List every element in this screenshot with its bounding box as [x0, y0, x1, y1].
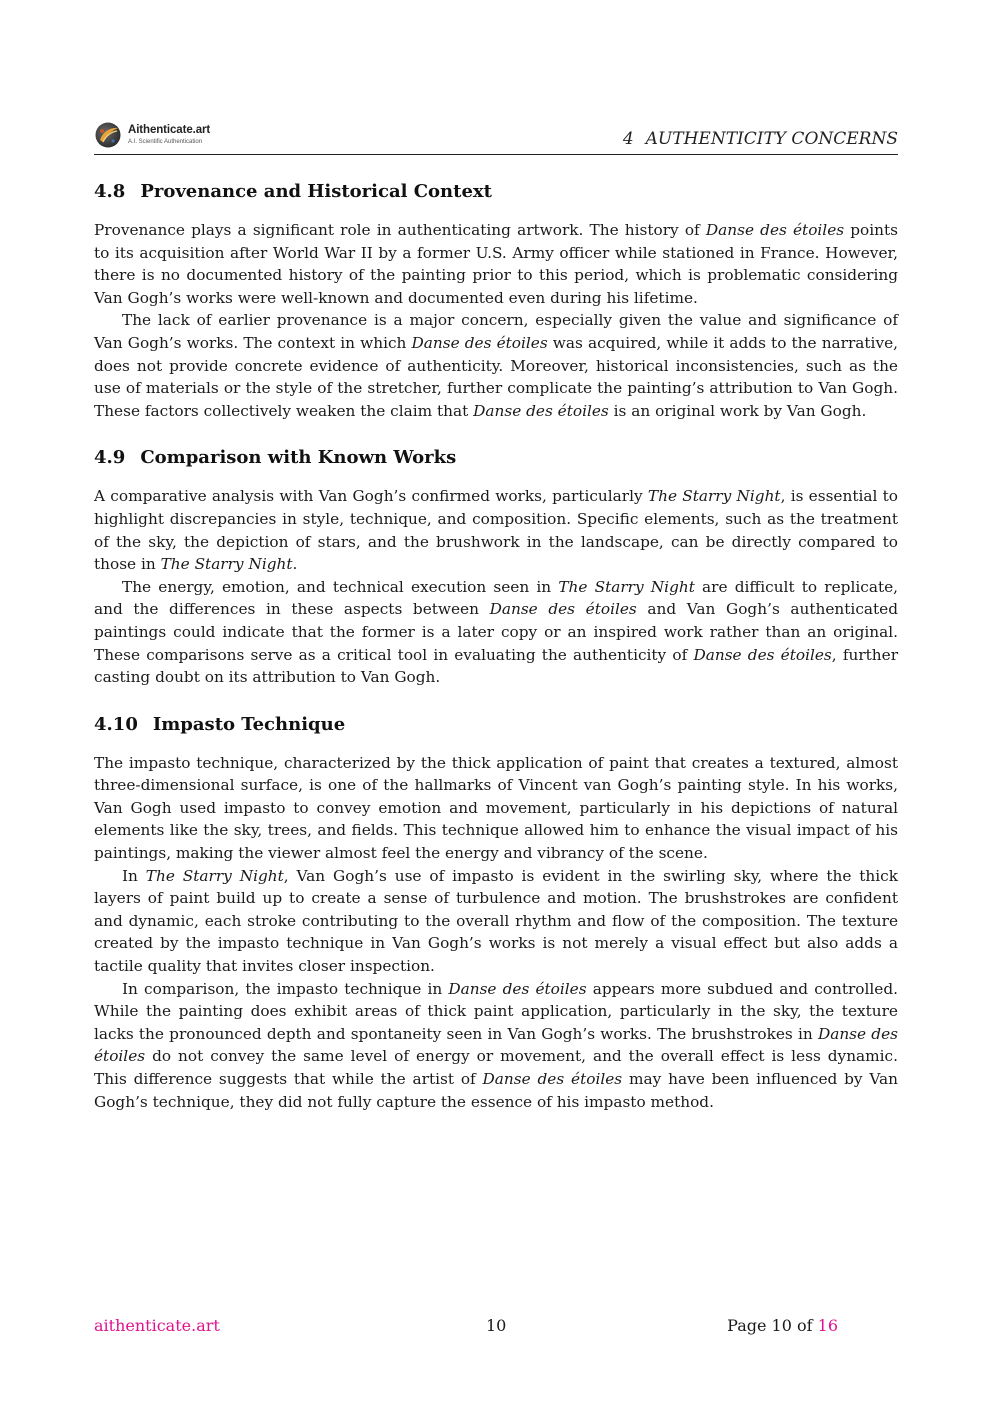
- text-run: , further casting doubt on its attribution to Van Gogh.: [94, 645, 899, 687]
- italic-title: Danse des étoiles: [693, 645, 832, 664]
- text-run: Provenance plays a significant role in authenticating artwork. The history of: [94, 221, 706, 239]
- italic-title: Danse des étoiles: [94, 1024, 898, 1066]
- italic-title: Danse des étoiles: [705, 221, 845, 239]
- italic-title: The Starry Night: [647, 487, 781, 506]
- body-paragraph: [94, 219, 898, 309]
- italic-title: Danse des étoiles: [489, 600, 637, 619]
- section: [94, 178, 898, 422]
- page-header: [94, 118, 898, 155]
- text-run: are difficult to replicate, and the differences in these aspects between: [94, 577, 899, 619]
- section-number: 4.10: [94, 713, 138, 735]
- text-run: , is essential to highlight discrepancies in style, technique, and composition. Specific elements, such as the treatment of the sky, the depiction of stars, and the brushwork in the landscape, can be directly compared to those in: [94, 487, 898, 574]
- section-title: Comparison with Known Works: [140, 447, 457, 469]
- text-run: is an original work by Van Gogh.: [608, 401, 867, 420]
- body-paragraph: [94, 309, 898, 422]
- brand-logo: [94, 120, 210, 150]
- footer-page-of: [727, 1316, 838, 1335]
- italic-title: Danse des étoiles: [448, 979, 587, 998]
- text-run: A comparative analysis with Van Gogh’s confirmed works, particularly: [94, 487, 648, 506]
- section: [94, 444, 898, 688]
- page-total: 16: [817, 1316, 838, 1335]
- text-run: The energy, emotion, and technical execution seen in: [122, 577, 559, 596]
- body-paragraph: [94, 485, 898, 575]
- text-run: appears more subdued and controlled. While the painting does exhibit areas of thick paint application, particularly in the sky, the texture lacks the pronounced depth and spontaneity seen in Van Gogh’s works. The brushstrokes in: [94, 979, 898, 1043]
- text-run: The lack of earlier provenance is a major concern, especially given the value and significance of Van Gogh’s works. The context in which: [94, 311, 898, 352]
- italic-title: The Starry Night: [160, 555, 293, 574]
- palette-logo-icon: [94, 121, 122, 149]
- section: [94, 711, 898, 1114]
- text-run: In: [122, 866, 146, 885]
- italic-title: Danse des étoiles: [473, 401, 609, 420]
- chapter-title: AUTHENTICITY CONCERNS: [645, 129, 898, 149]
- italic-title: Danse des étoiles: [411, 333, 548, 352]
- body-paragraph: [94, 576, 898, 689]
- section-number: 4.9: [94, 447, 126, 469]
- footer-page-number: 10: [486, 1316, 507, 1335]
- running-head: [623, 129, 898, 149]
- text-run: In comparison, the impasto technique in: [122, 979, 449, 998]
- section-heading: [94, 711, 898, 739]
- text-run: may have been influenced by Van Gogh’s technique, they did not fully capture the essence of his impasto method.: [94, 1070, 899, 1111]
- text-run: , Van Gogh’s use of impasto is evident in the swirling sky, where the thick layers of paint build up to create a sense of turbulence and motion. The brushstrokes are confident and dynamic, each stroke contributing to the overall rhythm and flow of the composition. The texture created by the impasto technique in Van Gogh’s works is not merely a visual effect but also adds a tactile quality that invites closer inspection.: [94, 866, 898, 976]
- body-paragraph: [94, 865, 898, 978]
- text-run: .: [292, 555, 298, 574]
- section-number: 4.8: [94, 181, 126, 202]
- italic-title: The Starry Night: [558, 577, 695, 596]
- chapter-number: 4: [622, 129, 634, 149]
- body-paragraph: [94, 752, 898, 865]
- page-footer: [94, 1316, 838, 1338]
- section-heading: [94, 178, 898, 206]
- brand-tagline: A.I. Scientific Authentication: [128, 138, 203, 145]
- body-paragraph: [94, 978, 898, 1114]
- page-body: [94, 178, 898, 1135]
- text-run: do not convey the same level of energy or movement, and the overall effect is less dynamic. This difference suggests that while the artist of: [94, 1047, 898, 1088]
- brand-name: Aithenticate.art: [128, 124, 211, 137]
- page-of-label: Page 10 of: [727, 1316, 818, 1335]
- text-run: and Van Gogh’s authenticated paintings could indicate that the former is a later copy or an inspired work rather than an original. These comparisons serve as a critical tool in evaluating the authenticity of: [94, 600, 899, 664]
- section-title: Provenance and Historical Context: [140, 181, 492, 202]
- section-heading: [94, 444, 898, 472]
- text-run: points to its acquisition after World War II by a former U.S. Army officer while stationed in France. However, there is no documented history of the painting prior to this period, which is problematic considering Van Gogh’s works were well-known and documented even during his lifetime.: [94, 221, 899, 307]
- footer-site-link[interactable]: aithenticate.art: [94, 1316, 220, 1335]
- section-title: Impasto Technique: [152, 713, 346, 735]
- italic-title: The Starry Night: [145, 866, 284, 885]
- italic-title: Danse des étoiles: [482, 1070, 623, 1088]
- text-run: The impasto technique, characterized by the thick application of paint that creates a textured, almost three-dimensional surface, is one of the hallmarks of Vincent van Gogh’s painting style. In his works, Van Gogh used impasto to convey emotion and movement, particularly in his depictions of natural elements like the sky, trees, and fields. This technique allowed him to enhance the visual impact of his paintings, making the viewer almost feel the energy and vibrancy of the scene.: [94, 753, 898, 863]
- text-run: was acquired, while it adds to the narrative, does not provide concrete evidence of authenticity. Moreover, historical inconsistencies, such as the use of materials or the style of the stretcher, further complicate the painting’s attribution to Van Gogh. These factors collectively weaken the claim that: [94, 333, 899, 420]
